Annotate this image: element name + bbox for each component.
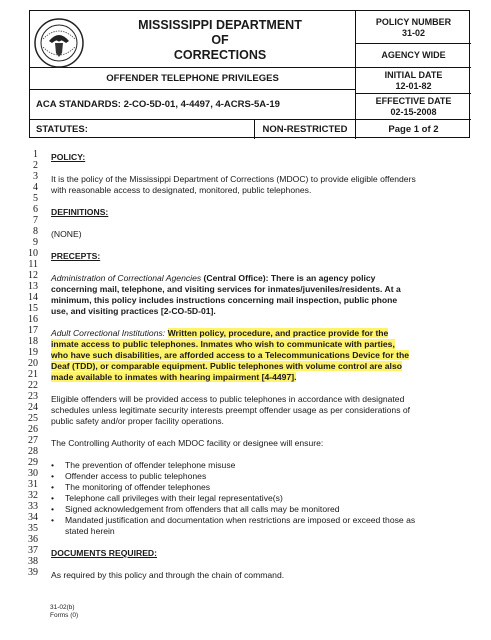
- bullet-icon: •: [51, 515, 55, 525]
- bullet-item: The prevention of offender telephone misuse: [65, 460, 236, 470]
- line-number: 4: [33, 182, 38, 193]
- line-number: 21: [28, 369, 38, 380]
- line-number: 13: [28, 281, 38, 292]
- title-cell: [30, 68, 355, 89]
- effective-date-label: EFFECTIVE DATE: [375, 95, 452, 106]
- page-number: Page 1 of 2: [388, 124, 439, 135]
- department-name: [90, 15, 350, 65]
- line-number: 3: [33, 171, 38, 182]
- department-line-2: OF: [211, 32, 229, 47]
- bullet-item-continuation: stated herein: [65, 526, 115, 536]
- bullet-icon: •: [51, 482, 55, 492]
- line-number: 20: [28, 358, 38, 369]
- precepts-heading: PRECEPTS:: [51, 251, 101, 261]
- line-number: 31: [28, 479, 38, 490]
- line-number: 39: [28, 567, 38, 578]
- line-number: 7: [33, 215, 38, 226]
- precept-3-line: Eligible offenders will be provided access to public telephones in accordance with designated: [51, 394, 405, 404]
- precept-1-italic: Administration of Correctional Agencies: [51, 273, 202, 283]
- line-number: 14: [28, 292, 38, 303]
- line-number: 8: [33, 226, 38, 237]
- line-number: 25: [28, 413, 38, 424]
- policy-number-label: POLICY NUMBER: [375, 17, 452, 27]
- line-number: 19: [28, 347, 38, 358]
- precept-1-line: use, and visiting practices [2-CO-5D-01].: [51, 306, 216, 316]
- definitions-text: (NONE): [51, 229, 82, 239]
- precept-2-highlight: Deaf (TDD), or comparable equipment. Public telephones with volume control are also: [51, 361, 402, 371]
- footer-forms: Forms (0): [50, 612, 79, 619]
- precept-2-line: [51, 328, 388, 338]
- line-number: 30: [28, 468, 38, 479]
- bullet-icon: •: [51, 493, 55, 503]
- statutes-cell: [36, 120, 252, 139]
- agency-wide-cell: [356, 44, 471, 67]
- line-number: 6: [33, 204, 38, 215]
- line-number: 17: [28, 325, 38, 336]
- line-number: 35: [28, 523, 38, 534]
- line-number: 5: [33, 193, 38, 204]
- bullet-item: Telephone call privileges with their legal representative(s): [65, 493, 283, 503]
- policy-title: OFFENDER TELEPHONE PRIVILEGES: [106, 73, 279, 84]
- policy-text-line: with reasonable access to designated, monitored, public telephones.: [51, 185, 312, 195]
- line-number: 1: [33, 149, 38, 160]
- bullet-item: Signed acknowledgement from offenders that all calls may be monitored: [65, 504, 340, 514]
- bullet-item: Mandated justification and documentation when restrictions are imposed or exceed those as: [65, 515, 416, 525]
- precept-2-line: [51, 372, 296, 382]
- state-seal-icon: [33, 17, 85, 69]
- line-number: 27: [28, 435, 38, 446]
- line-number: 28: [28, 446, 38, 457]
- agency-wide: AGENCY WIDE: [381, 50, 446, 60]
- precept-2-line: [51, 339, 395, 349]
- policy-number: 31-02: [401, 28, 426, 38]
- statutes-label: STATUTES:: [36, 124, 88, 135]
- effective-date: 02-15-2008: [390, 106, 437, 117]
- precept-2-line: [51, 350, 409, 360]
- effective-date-cell: [356, 94, 471, 119]
- department-line-3: CORRECTIONS: [173, 47, 267, 62]
- restriction-cell: [255, 120, 355, 139]
- initial-date: 12-01-82: [395, 80, 432, 91]
- line-number: 15: [28, 303, 38, 314]
- page-cell: [356, 120, 471, 139]
- precept-1-line: minimum, this policy includes instructions concerning mail inspection, public phone: [51, 295, 398, 305]
- precept-2-highlight: inmate access to public telephones. Inmates who wish to communicate with parties,: [51, 339, 395, 349]
- line-number: 38: [28, 556, 38, 567]
- documents-required-text: As required by this policy and through the chain of command.: [51, 570, 285, 580]
- restriction: NON-RESTRICTED: [262, 124, 348, 135]
- bullet-item: The monitoring of offender telephones: [65, 482, 211, 492]
- precept-1-line: [51, 273, 375, 283]
- precept-2-highlight: Written policy, procedure, and practice provide for the: [167, 328, 389, 338]
- department-line-1: MISSISSIPPI DEPARTMENT: [138, 17, 302, 32]
- initial-date-label: INITIAL DATE: [384, 69, 443, 80]
- line-number: 34: [28, 512, 38, 523]
- policy-number-cell: [356, 13, 471, 43]
- documents-required-heading: DOCUMENTS REQUIRED:: [51, 548, 157, 558]
- precept-2-highlight: who have such disabilities, are afforded access to a Telecommunications Device for the: [51, 350, 410, 360]
- aca-standards: ACA STANDARDS: 2-CO-5D-01, 4-4497, 4-ACRS-5A-19: [36, 99, 280, 110]
- line-number: 33: [28, 501, 38, 512]
- line-number: 32: [28, 490, 38, 501]
- line-number: 11: [28, 259, 38, 270]
- aca-standards-cell: [36, 90, 354, 119]
- line-number: 22: [28, 380, 38, 391]
- line-number: 2: [33, 160, 38, 171]
- policy-heading: POLICY:: [51, 152, 86, 162]
- precept-2-highlight: made available to inmates with hearing impairment [4-4497].: [51, 372, 297, 382]
- bullet-item: Offender access to public telephones: [65, 471, 207, 481]
- line-number: 23: [28, 391, 38, 402]
- precept-4-line: The Controlling Authority of each MDOC facility or designee will ensure:: [51, 438, 324, 448]
- line-number: 26: [28, 424, 38, 435]
- precept-3-line: public safety and/or proper facility operations.: [51, 416, 224, 426]
- initial-date-cell: [356, 68, 471, 93]
- line-number: 29: [28, 457, 38, 468]
- line-number: 18: [28, 336, 38, 347]
- precept-1-line: concerning mail, telephone, and visiting services for inmates/juveniles/residents. At a: [51, 284, 401, 294]
- footer-form-number: 31-02(b): [50, 604, 75, 611]
- precept-3-line: schedules unless legitimate security interests preempt offender usage as per considerations of: [51, 405, 411, 415]
- line-number: 24: [28, 402, 38, 413]
- precept-2-line: [51, 361, 402, 371]
- precept-2-italic: Adult Correctional Institutions:: [51, 328, 166, 338]
- line-number: 12: [28, 270, 38, 281]
- line-number: 37: [28, 545, 38, 556]
- line-number: 10: [28, 248, 38, 259]
- policy-header-table: [29, 10, 470, 138]
- line-number: 16: [28, 314, 38, 325]
- bullet-icon: •: [51, 471, 55, 481]
- policy-text-line: It is the policy of the Mississippi Department of Corrections (MDOC) to provide eligible offenders: [51, 174, 416, 184]
- definitions-heading: DEFINITIONS:: [51, 207, 109, 217]
- line-number: 9: [33, 237, 38, 248]
- bullet-icon: •: [51, 504, 55, 514]
- precept-1-rest: (Central Office): There is an agency policy: [201, 273, 376, 283]
- bullet-icon: •: [51, 460, 55, 470]
- line-number: 36: [28, 534, 38, 545]
